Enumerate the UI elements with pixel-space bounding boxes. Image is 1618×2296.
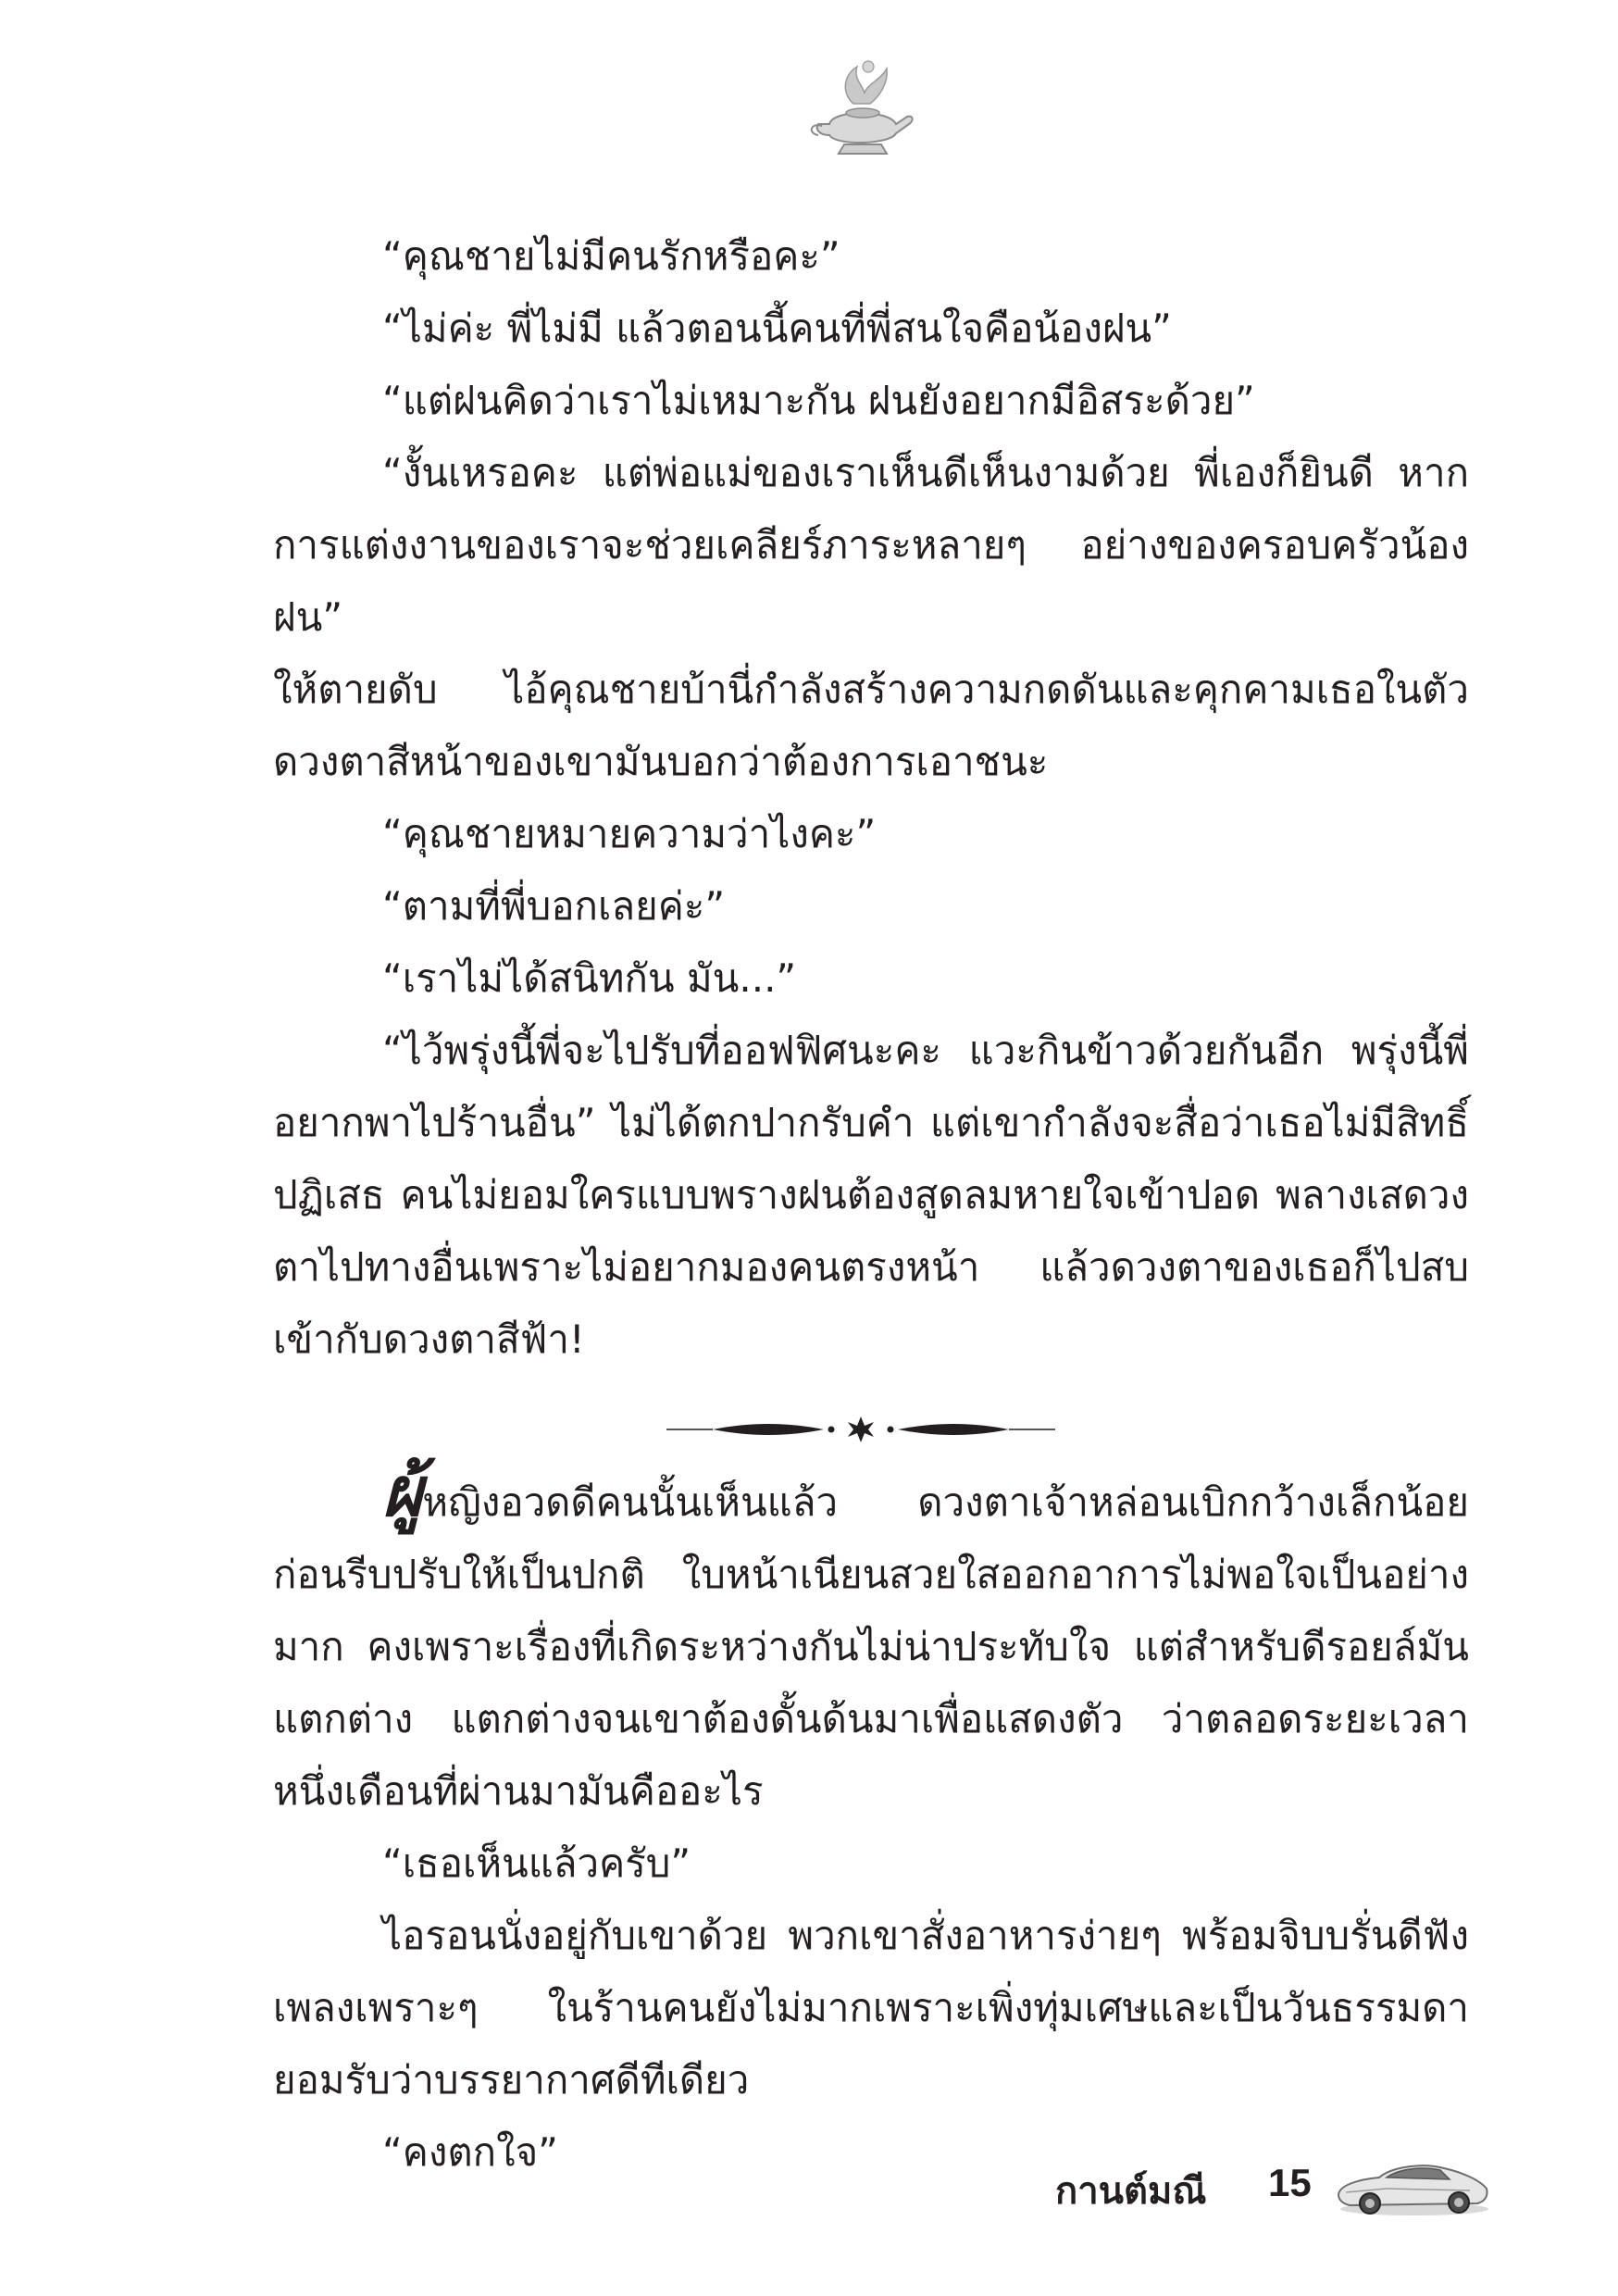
section-opening-text: หญิงอวดดีคนนั้นเห็นแล้ว ดวงตาเจ้าหล่อนเบิกกว้างเล็กน้อยก่อนรีบปรับให้เป็นปกติ ใบหน้าเนียนสวยใสออกอาการไม่พอใจเป็นอย่างมาก คงเพราะเรื่องที่เกิดระหว่างกันไม่น่าประทับใจ แต่สำหรับดีรอยล์มันแตกต่าง แตกต่างจนเขาต้องดั้นด้นมาเพื่อแสดงตัว ว่าตลอดระยะเวลาหนึ่งเดือนที่ผ่านมามันคืออะไร bbox=[273, 1479, 1469, 1814]
paragraph: ไอรอนนั่งอยู่กับเขาด้วย พวกเขาสั่งอาหารง่ายๆ พร้อมจิบบรั่นดีฟังเพลงเพราะๆ ในร้านคนยังไม่มากเพราะเพิ่งทุ่มเศษและเป็นวันธรรมดายอมรับว่าบรรยากาศดีทีเดียว bbox=[273, 1913, 1469, 2103]
paragraph: “ไม่ค่ะ พี่ไม่มี แล้วตอนนี้คนที่พี่สนใจคือน้องฝน” bbox=[382, 306, 1172, 351]
paragraph: “คงตกใจ” bbox=[382, 2129, 558, 2175]
drop-cap: ผู้ bbox=[382, 1453, 423, 1532]
paragraph: “แต่ฝนคิดว่าเราไม่เหมาะกัน ฝนยังอยากมีอิสระด้วย” bbox=[382, 378, 1255, 423]
page-number: 15 bbox=[1268, 2161, 1312, 2204]
paragraph: “เราไม่ได้สนิทกัน มัน...” bbox=[382, 955, 797, 1001]
story-text bbox=[273, 220, 1469, 2189]
paragraph: ให้ตายดับ ไอ้คุณชายบ้านี่กำลังสร้างความกดดันและคุกคามเธอในตัว ดวงตาสีหน้าของเขามันบอกว่าต้องการเอาชนะ bbox=[273, 667, 1469, 784]
sports-car-icon bbox=[1331, 2152, 1493, 2218]
paragraph: “คุณชายไม่มีคนรักหรือคะ” bbox=[382, 233, 840, 279]
paragraph: “ตามที่พี่บอกเลยค่ะ” bbox=[382, 883, 726, 929]
paragraph: “งั้นเหรอคะ แต่พ่อแม่ของเราเห็นดีเห็นงามด้วย พี่เองก็ยินดี หากการแต่งงานของเราจะช่วยเคลียร์ภาระหลายๆ อย่างของครอบครัวน้องฝน” bbox=[273, 450, 1469, 640]
genie-lamp-icon bbox=[796, 56, 926, 167]
author-name: กานต์มณี bbox=[1055, 2170, 1207, 2213]
paragraph: “คุณชายหมายความว่าไงคะ” bbox=[382, 811, 877, 856]
paragraph: “เธอเห็นแล้วครับ” bbox=[382, 1841, 691, 1886]
ornamental-divider bbox=[666, 1411, 1055, 1448]
page-footer bbox=[1037, 2146, 1518, 2229]
section-opening-paragraph bbox=[273, 1453, 1469, 1828]
paragraph: “ไว้พรุ่งนี้พี่จะไปรับที่ออฟฟิศนะคะ แวะกินข้าวด้วยกันอีก พรุ่งนี้พี่อยากพาไปร้านอื่น” ไม่ได้ตกปากรับคำ แต่เขากำลังจะสื่อว่าเธอไม่มีสิทธิ์ปฏิเสธ คนไม่ยอมใครแบบพรางฝนต้องสูดลมหายใจเข้าปอด พลางเสดวงตาไปทางอื่นเพราะไม่อยากมองคนตรงหน้า แล้วดวงตาของเธอก็ไปสบเข้ากับดวงตาสีฟ้า! bbox=[273, 1028, 1469, 1362]
